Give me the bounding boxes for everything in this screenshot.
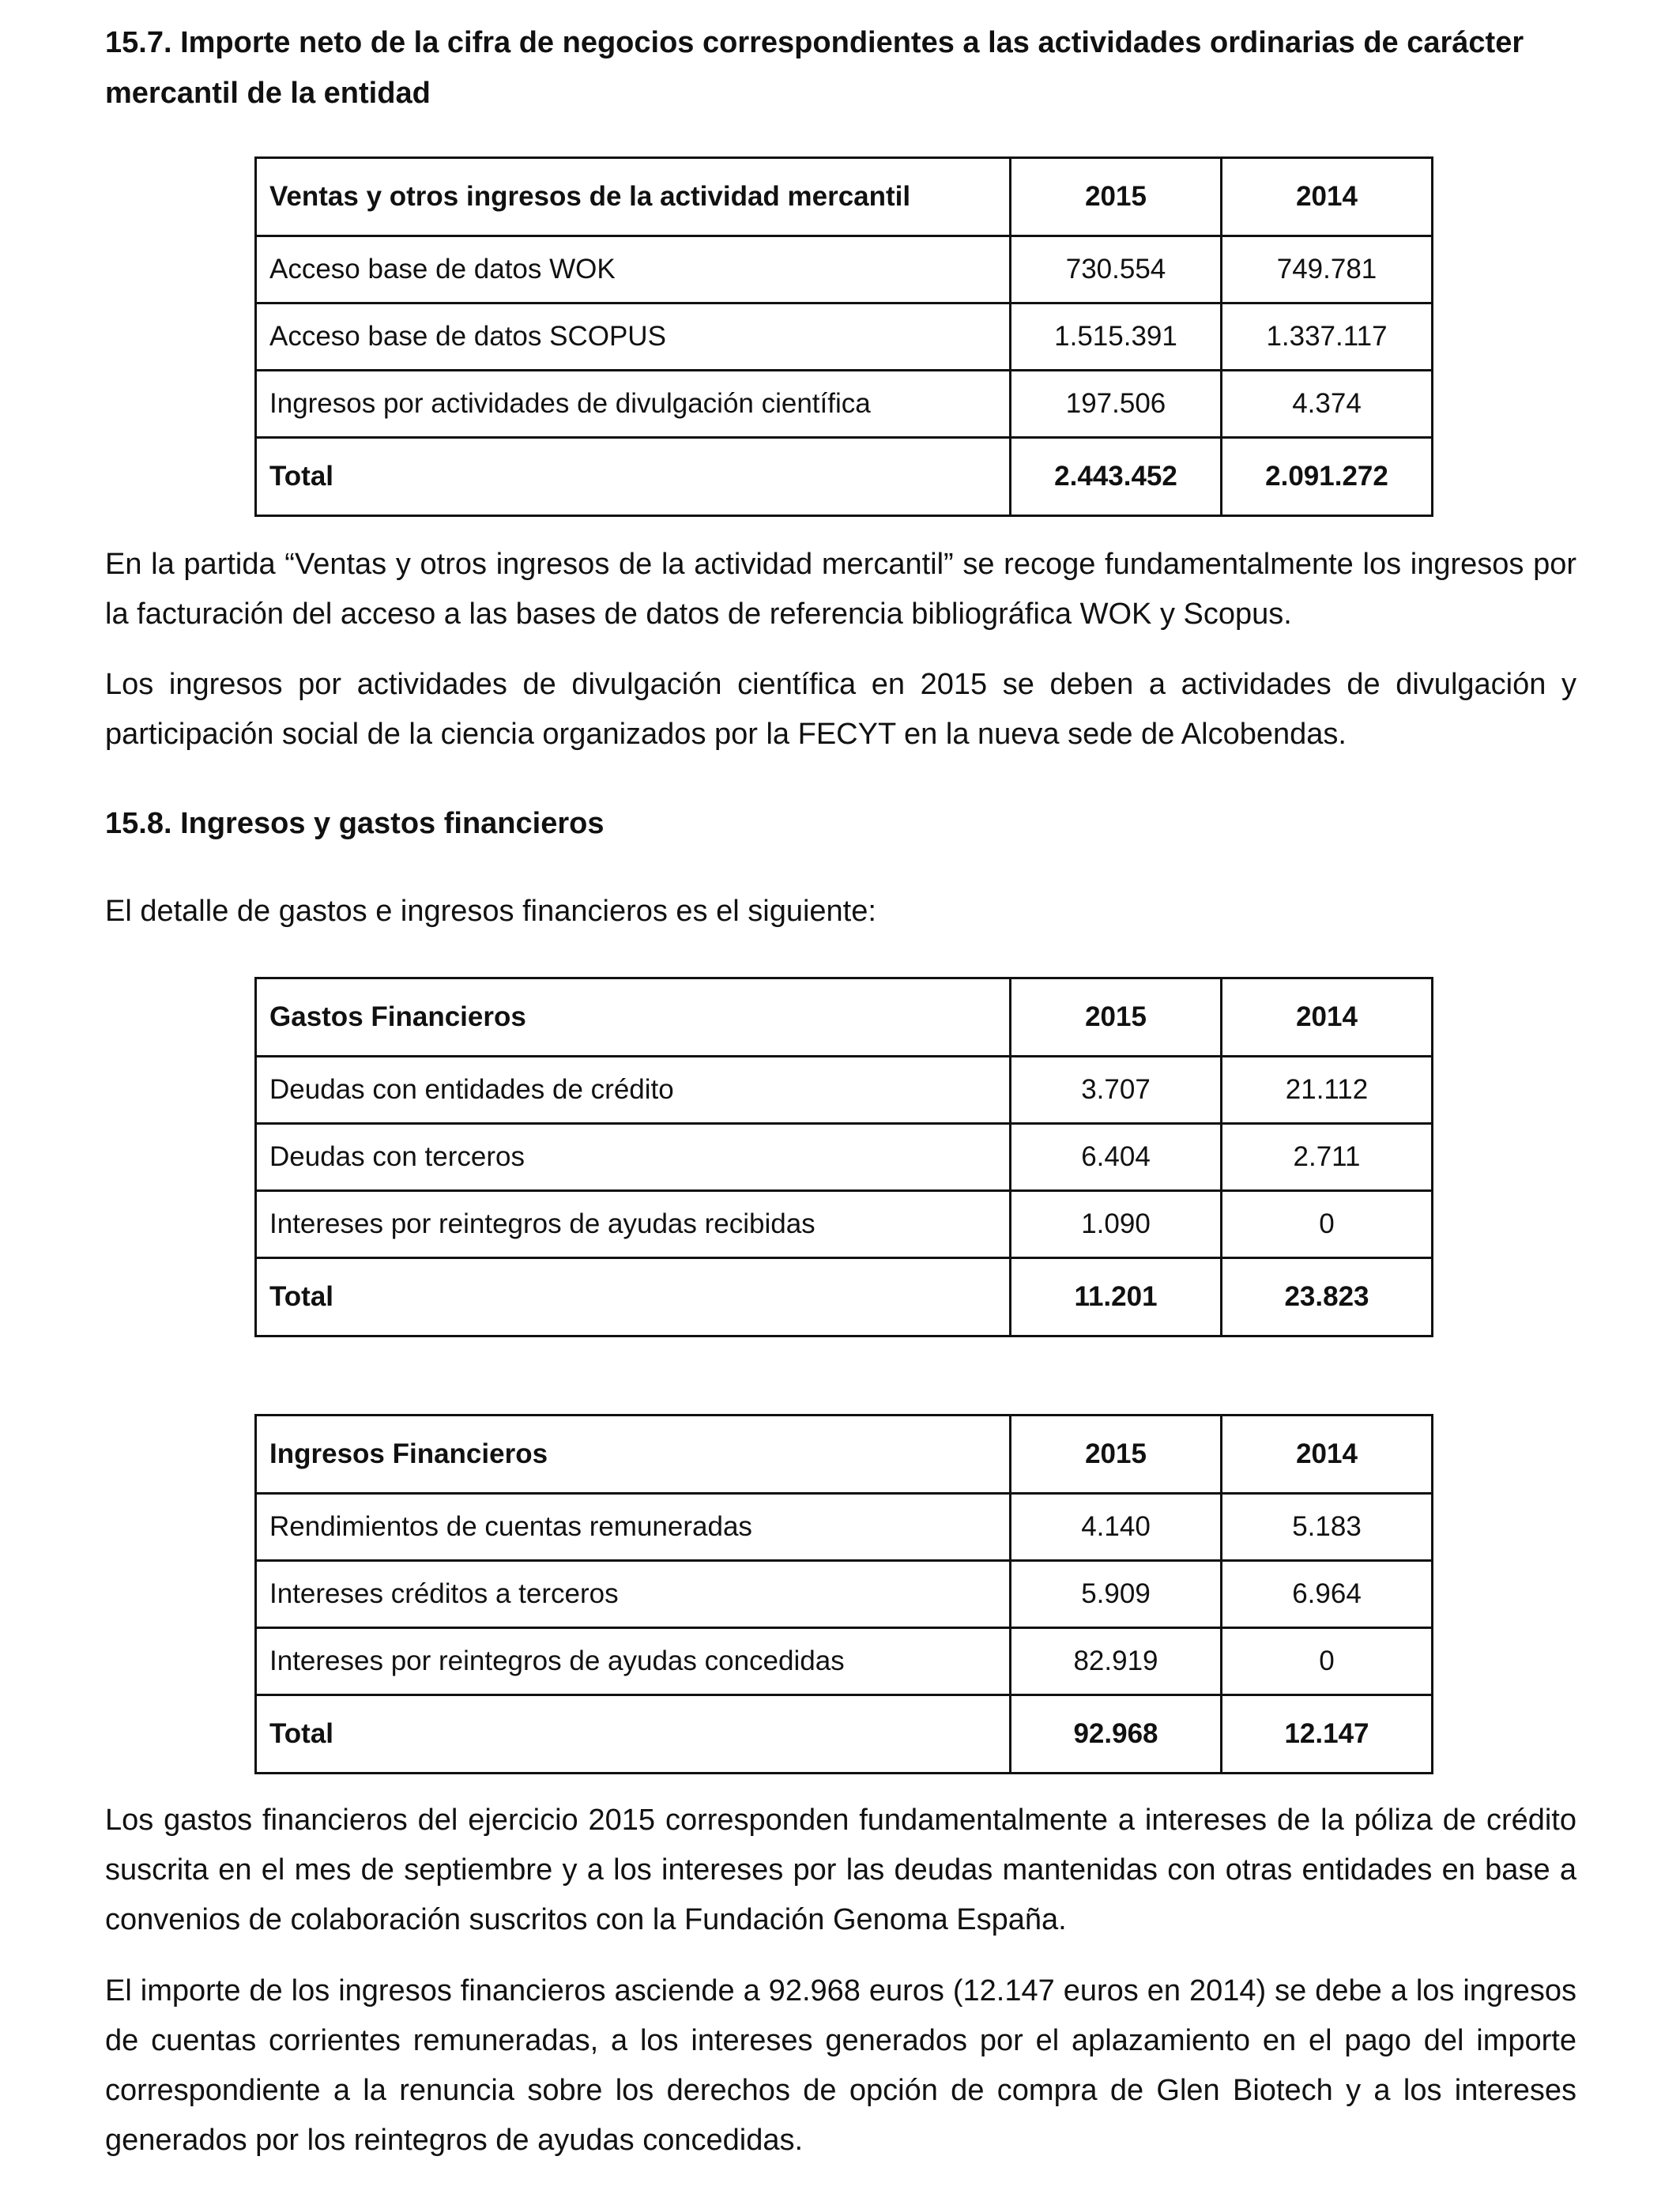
section-15-8-heading: 15.8. Ingresos y gastos financieros bbox=[105, 807, 605, 840]
column-header-concept: Gastos Financieros bbox=[256, 978, 1011, 1057]
table-row bbox=[256, 1124, 1433, 1191]
total-2015: 92.968 bbox=[1011, 1695, 1222, 1774]
value-2014: 0 bbox=[1222, 1628, 1433, 1695]
total-label: Total bbox=[256, 438, 1011, 516]
table-row bbox=[256, 1057, 1433, 1124]
value-2015: 3.707 bbox=[1011, 1057, 1222, 1124]
total-2014: 2.091.272 bbox=[1222, 438, 1433, 516]
row-label: Deudas con entidades de crédito bbox=[256, 1057, 1011, 1124]
table-total-row bbox=[256, 438, 1433, 516]
ingresos-financieros-paragraph: El importe de los ingresos financieros asciende a 92.968 euros (12.147 euros en 2014) se debe a los ingresos de cuentas corrientes remuneradas, a los intereses generados por el aplazamiento en el pago del importe correspondiente a la renuncia sobre los derechos de opción de compra de Glen Biotech y a los intereses generados por los reintegros de ayudas concedidas. bbox=[105, 1974, 1576, 2157]
table-header-row bbox=[256, 978, 1433, 1057]
value-2015: 5.909 bbox=[1011, 1561, 1222, 1628]
column-header-2014: 2014 bbox=[1222, 1416, 1433, 1494]
column-header-2014: 2014 bbox=[1222, 158, 1433, 236]
value-2015: 82.919 bbox=[1011, 1628, 1222, 1695]
total-2014: 12.147 bbox=[1222, 1695, 1433, 1774]
gastos-financieros-table bbox=[254, 977, 1433, 1337]
value-2014: 4.374 bbox=[1222, 371, 1433, 438]
table-header-row bbox=[256, 158, 1433, 236]
table-row bbox=[256, 1191, 1433, 1258]
total-2014: 23.823 bbox=[1222, 1258, 1433, 1336]
row-label: Intereses por reintegros de ayudas concedidas bbox=[256, 1628, 1011, 1695]
table-row bbox=[256, 303, 1433, 371]
column-header-2015: 2015 bbox=[1011, 978, 1222, 1057]
row-label: Intereses por reintegros de ayudas recibidas bbox=[256, 1191, 1011, 1258]
table-total-row bbox=[256, 1258, 1433, 1336]
total-label: Total bbox=[256, 1695, 1011, 1774]
value-2014: 1.337.117 bbox=[1222, 303, 1433, 371]
column-header-2015: 2015 bbox=[1011, 1416, 1222, 1494]
row-label: Deudas con terceros bbox=[256, 1124, 1011, 1191]
table-total-row bbox=[256, 1695, 1433, 1774]
table-row bbox=[256, 1628, 1433, 1695]
row-label: Acceso base de datos WOK bbox=[256, 236, 1011, 303]
column-header-2014: 2014 bbox=[1222, 978, 1433, 1057]
value-2015: 730.554 bbox=[1011, 236, 1222, 303]
value-2015: 6.404 bbox=[1011, 1124, 1222, 1191]
gastos-financieros-paragraph: Los gastos financieros del ejercicio 2015 corresponden fundamentalmente a intereses de la póliza de crédito suscrita en el mes de septiembre y a los intereses por las deudas mantenidas con otras entidades en base a convenios de colaboración suscritos con la Fundación Genoma España. bbox=[105, 1804, 1576, 1936]
row-label: Ingresos por actividades de divulgación científica bbox=[256, 371, 1011, 438]
value-2014: 749.781 bbox=[1222, 236, 1433, 303]
value-2014: 2.711 bbox=[1222, 1124, 1433, 1191]
row-label: Rendimientos de cuentas remuneradas bbox=[256, 1494, 1011, 1561]
column-header-concept: Ingresos Financieros bbox=[256, 1416, 1011, 1494]
total-2015: 2.443.452 bbox=[1011, 438, 1222, 516]
ventas-paragraph: En la partida “Ventas y otros ingresos de la actividad mercantil” se recoge fundamentalmente los ingresos por la facturación del acceso a las bases de datos de referencia bibliográfica WOK y Scopus. bbox=[105, 548, 1576, 631]
table-row bbox=[256, 236, 1433, 303]
table-row bbox=[256, 1494, 1433, 1561]
table-row bbox=[256, 371, 1433, 438]
table-row bbox=[256, 1561, 1433, 1628]
total-label: Total bbox=[256, 1258, 1011, 1336]
value-2015: 1.515.391 bbox=[1011, 303, 1222, 371]
value-2014: 6.964 bbox=[1222, 1561, 1433, 1628]
value-2014: 5.183 bbox=[1222, 1494, 1433, 1561]
row-label: Intereses créditos a terceros bbox=[256, 1561, 1011, 1628]
total-2015: 11.201 bbox=[1011, 1258, 1222, 1336]
row-label: Acceso base de datos SCOPUS bbox=[256, 303, 1011, 371]
value-2014: 21.112 bbox=[1222, 1057, 1433, 1124]
value-2015: 4.140 bbox=[1011, 1494, 1222, 1561]
value-2015: 1.090 bbox=[1011, 1191, 1222, 1258]
table-header-row bbox=[256, 1416, 1433, 1494]
value-2014: 0 bbox=[1222, 1191, 1433, 1258]
detalle-intro: El detalle de gastos e ingresos financieros es el siguiente: bbox=[105, 895, 876, 928]
column-header-concept: Ventas y otros ingresos de la actividad mercantil bbox=[256, 158, 1011, 236]
section-15-7-heading: 15.7. Importe neto de la cifra de negocios correspondientes a las actividades ordinarias de carácter mercantil de la entidad bbox=[105, 26, 1524, 110]
divulgacion-paragraph: Los ingresos por actividades de divulgación científica en 2015 se deben a actividades de divulgación y participación social de la ciencia organizados por la FECYT en la nueva sede de Alcobendas. bbox=[105, 668, 1576, 751]
ingresos-financieros-table bbox=[254, 1414, 1433, 1774]
ventas-table bbox=[254, 156, 1433, 517]
column-header-2015: 2015 bbox=[1011, 158, 1222, 236]
value-2015: 197.506 bbox=[1011, 371, 1222, 438]
